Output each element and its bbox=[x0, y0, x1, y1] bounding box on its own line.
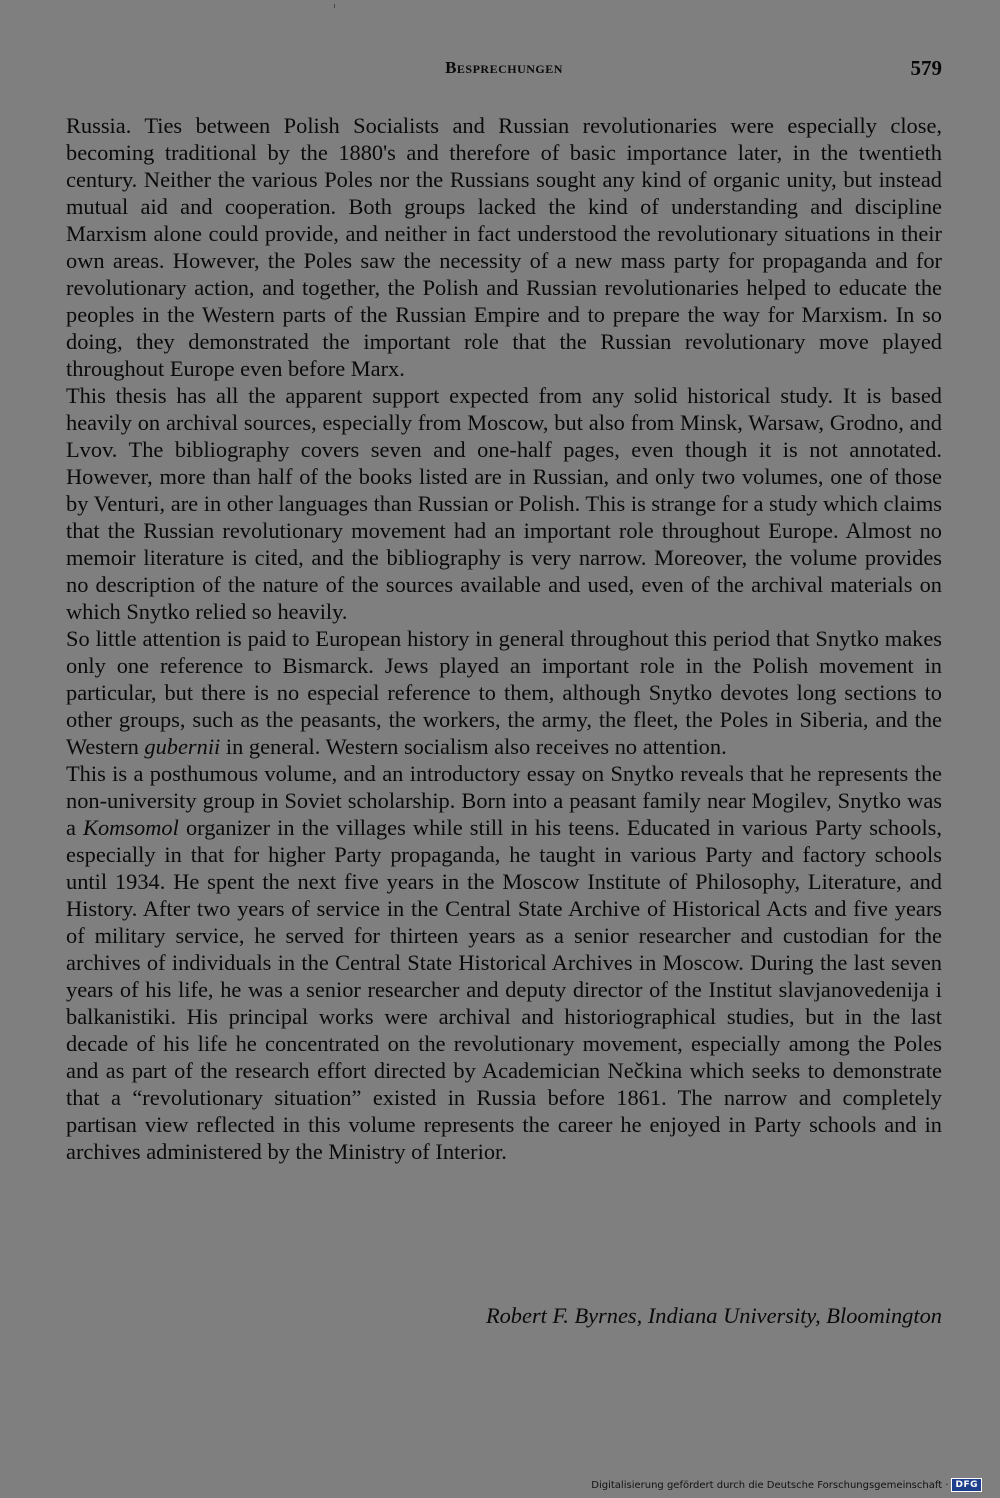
digitization-footer bbox=[591, 1478, 982, 1492]
author-signature: Robert F. Byrnes, Indiana University, Bloomington bbox=[485, 1303, 942, 1328]
italic-term: Komsomol bbox=[83, 815, 179, 840]
dfg-logo-icon: DFG bbox=[951, 1478, 982, 1492]
paragraph-text: Russia. Ties between Polish Socialists and Russian revolutionaries were especially close, becoming traditional by the 1880's and therefore of basic importance later, in the twentieth century. Neither the various Poles nor the Russians sought any kind of organic unity, but instead mutual aid and cooperation. Both groups lacked the kind of understanding and discipline Marxism alone could provide, and neither in fact understood the revolutionary situations in their own areas. However, the Poles saw the necessity of a new mass party for propaganda and for revolutionary action, and together, the Polish and Russian revolutionaries helped to educate the peoples in the Western parts of the Russian Empire and to prepare the way for Marxism. In so doing, they demonstrated the important role that the Russian revolutionary move played throughout Europe even before Marx. bbox=[66, 113, 942, 381]
running-head: Besprechungen bbox=[445, 58, 563, 77]
footer-text: Digitalisierung gefördert durch die Deutsche Forschungsgemeinschaft · bbox=[591, 1479, 949, 1491]
scan-mark bbox=[334, 4, 335, 8]
paragraph-text: This thesis has all the apparent support expected from any solid historical study. It is based heavily on archival sources, especially from Moscow, but also from Minsk, Warsaw, Grodno, and Lvov. The bibliography covers seven and one-half pages, even though it is not annotated. However, more than half of the books listed are in Russian, and only two volumes, one of those by Venturi, are in other languages than Russian or Polish. This is strange for a study which claims that the Russian revolutionary movement had an important role throughout Europe. Almost no memoir literature is cited, and the bibliography is very narrow. Moreover, the volume provides no description of the nature of the sources available and used, even of the archival materials on which Snytko relied so heavily. bbox=[66, 383, 942, 624]
paragraph-text: This is a posthumous volume, and an introductory essay on Snytko reveals that he represents the non-university group in Soviet scholarship. Born into a peasant family near Mogilev, Snytko was a bbox=[66, 761, 942, 840]
page-header bbox=[66, 56, 942, 86]
paragraph bbox=[66, 112, 942, 382]
page-number: 579 bbox=[910, 56, 942, 80]
paragraph-text: in general. Western socialism also receives no attention. bbox=[220, 734, 727, 759]
paragraph-text: organizer in the villages while still in his teens. Educated in various Party schools, especially in that for higher Party propaganda, he taught in various Party and factory schools until 1934. He spent the next five years in the Moscow Institute of Philosophy, Literature, and History. After two years of service in the Central State Archive of Historical Acts and five years of military service, he served for thirteen years as a senior researcher and custodian for the archives of individuals in the Central State Historical Archives in Moscow. During the last seven years of his life, he was a senior researcher and deputy director of the Institut slavjanovedenija i balkanistiki. His principal works were archival and historiographical studies, but in the last decade of his life he concentrated on the revolutionary movement, especially among the Poles and as part of the research effort directed by Academician Nečkina which seeks to demonstrate that a “revolutionary situation” existed in Russia before 1861. The narrow and completely partisan view reflected in this volume represents the career he enjoyed in Party schools and in archives administered by the Ministry of Interior. bbox=[66, 815, 942, 1164]
paragraph bbox=[66, 760, 942, 1165]
article-body bbox=[66, 112, 942, 1165]
paragraph-text: So little attention is paid to European history in general throughout this period that Snytko makes only one reference to Bismarck. Jews played an important role in the Polish movement in particular, but there is no especial reference to them, although Snytko devotes long sections to other groups, such as the peasants, the workers, the army, the fleet, the Poles in Siberia, and the Western bbox=[66, 626, 942, 759]
italic-term: gubernii bbox=[144, 734, 221, 759]
paragraph bbox=[66, 382, 942, 625]
paragraph bbox=[66, 625, 942, 760]
